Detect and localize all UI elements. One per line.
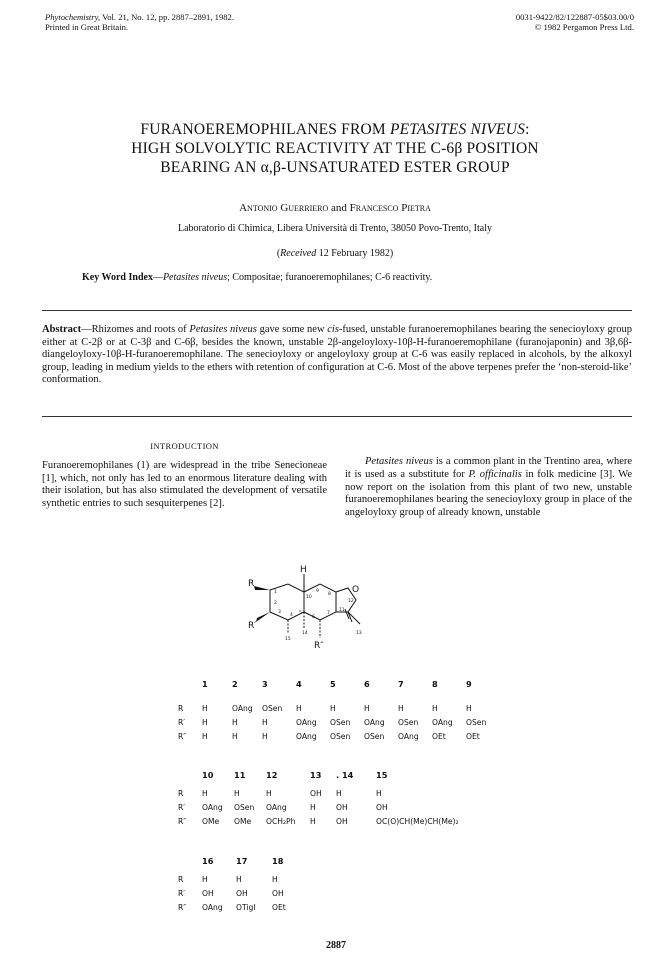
table-cell: OSen <box>398 717 419 727</box>
table-cell: OSen <box>466 717 487 727</box>
keywords-dash: — <box>152 272 163 283</box>
table-cell: OEt <box>466 731 480 741</box>
table-cell: H <box>236 874 242 884</box>
table-header-cell: 8 <box>432 679 438 689</box>
table-cell: H <box>262 717 268 727</box>
introduction-column <box>42 440 327 511</box>
table-header-cell: 5 <box>330 679 336 689</box>
title-line1a: FURANOEREMOPHILANES FROM <box>140 121 390 138</box>
table-header-cell: 1 <box>202 679 208 689</box>
right-text-2: in folk medicine [3]. We now report on the isolation from this plant of two new, unstable furanoeremophilanes bearing the senecioyloxy group in place of the angeloyloxy group of already known, unstable <box>345 468 632 519</box>
table-header-cell: 4 <box>296 679 302 689</box>
table-cell: OEt <box>432 731 446 741</box>
abstract-label: Abstract <box>42 324 82 335</box>
label-r: R <box>248 579 255 589</box>
journal-name: Phytochemistry, <box>45 12 101 22</box>
table-cell: OSen <box>364 731 385 741</box>
journal-header <box>45 12 234 32</box>
table-header-row <box>178 768 486 782</box>
table-row <box>178 900 306 914</box>
row-label: R <box>178 874 184 884</box>
abstract-species: Petasites niveus <box>189 324 257 335</box>
key-word-index <box>82 272 602 283</box>
atom-1: 1 <box>274 590 277 595</box>
table-cell: OMe <box>202 816 220 826</box>
table-cell: OC(O)CH(Me)CH(Me)₂ <box>376 816 459 826</box>
table-header-cell: 3 <box>262 679 268 689</box>
structure-labels <box>248 565 362 651</box>
atom-12: 12 <box>348 599 354 604</box>
received-label: Received <box>280 248 317 259</box>
table-header-cell: 15 <box>376 770 388 780</box>
title-line1c: : <box>525 121 530 138</box>
table-cell: OH <box>336 802 348 812</box>
right-column-text <box>345 456 632 520</box>
table-row <box>178 715 500 729</box>
introduction-heading: INTRODUCTION <box>150 441 219 451</box>
table-cell: H <box>202 717 208 727</box>
table-cell: OAng <box>432 717 453 727</box>
row-label: R′ <box>178 717 186 727</box>
table-cell: H <box>262 731 268 741</box>
atom-8: 8 <box>328 592 331 597</box>
table-cell: H <box>234 788 240 798</box>
row-label: R″ <box>178 731 187 741</box>
row-label: R′ <box>178 802 186 812</box>
table-cell: OSen <box>330 731 351 741</box>
right-species-2: P. officinalis <box>468 468 522 480</box>
table-cell: OMe <box>234 816 252 826</box>
table-row <box>178 886 306 900</box>
table-cell: OH <box>376 802 388 812</box>
table-header-cell: 17 <box>236 856 248 866</box>
table-cell: H <box>432 703 438 713</box>
label-o: O <box>352 585 360 595</box>
atom-2: 2 <box>274 601 277 606</box>
page-number: 2887 <box>326 940 346 951</box>
wedge-r-prime <box>256 612 270 622</box>
table-row <box>178 786 486 800</box>
table-header-cell: 10 <box>202 770 214 780</box>
atom-11: 11 <box>339 608 345 613</box>
copyright: © 1982 Pergamon Press Ltd. <box>534 22 634 32</box>
table-cell: H <box>232 731 238 741</box>
abstract-cis: cis <box>327 324 339 335</box>
authors-and: and <box>328 202 350 214</box>
table-cell: H <box>336 788 342 798</box>
rule-bottom <box>42 416 632 417</box>
title-line2: HIGH SOLVOLYTIC REACTIVITY AT THE C-6β POSITION <box>131 140 539 157</box>
table-cell: OH <box>272 888 284 898</box>
table-cell: H <box>202 874 208 884</box>
wedge-r <box>254 586 270 590</box>
atom-6: 6 <box>312 615 315 620</box>
table-cell: H <box>202 788 208 798</box>
compound-table-1 <box>178 677 500 743</box>
abstract-text-2: gave some new <box>256 324 328 335</box>
table-header-cell: 13 <box>310 770 322 780</box>
compound-table-2 <box>178 768 486 828</box>
row-label: R″ <box>178 902 187 912</box>
keywords-rest: ; Compositae; furanoeremophilanes; C-6 reactivity. <box>227 272 433 283</box>
table-cell: H <box>266 788 272 798</box>
table-cell: H <box>202 731 208 741</box>
table-cell: OH <box>310 788 322 798</box>
table-header-cell: 9 <box>466 679 472 689</box>
abstract-text-3: -fused, unstable furanoeremophilanes bearing the senecioyloxy group either at C-2β or at C-3β and C-6β, besides the known, unstable 2β-angeloyloxy-10β-H-furanoeremophilane (furanojaponin) and 3β,6β-diangeloyloxy-10β-H-furanoeremophilane. The senecioyloxy or angeloyloxy group at C-6 was easily replaced in alcohols, by the alkoxyl group, leading in medium yields to the ethers with retention of configuration at C-6. Most of the above terpenes prefer the ‘non-steroid-like’ conformation. <box>42 324 633 386</box>
table-row <box>178 814 486 828</box>
table-cell: OSen <box>234 802 255 812</box>
label-r-double-prime: R″ <box>314 641 324 651</box>
table-header-cell: 11 <box>234 770 246 780</box>
table-cell: H <box>364 703 370 713</box>
right-species: Petasites niveus <box>365 456 433 467</box>
received-value: 12 February 1982) <box>316 248 394 259</box>
introduction-text: Furanoeremophilanes (1) are widespread in the tribe Senecioneae [1], which, not only has led to an enormous literature dealing with their isolation, but has also stimulated the development of versatile synthetic entries to such sesquiterpenes [2]. <box>42 459 327 510</box>
author-1: Antonio Guerriero <box>239 202 329 214</box>
journal-citation: Vol. 21, No. 12, pp. 2887–2891, 1982. <box>100 12 234 22</box>
table-header-cell: 2 <box>232 679 238 689</box>
label-r-prime: R′ <box>248 621 257 631</box>
table-cell: H <box>232 717 238 727</box>
furanoeremophilane-structure <box>248 562 378 682</box>
table-cell: H <box>398 703 404 713</box>
right-text-1: is a common plant in the Trentino area, where it is used as a substitute for <box>345 456 633 480</box>
table-cell: OAng <box>364 717 385 727</box>
table-cell: OAng <box>296 731 317 741</box>
table-header-cell: 6 <box>364 679 370 689</box>
abstract <box>42 324 632 387</box>
abstract-text-1: Rhizomes and roots of <box>91 324 190 335</box>
table-cell: OAng <box>202 802 223 812</box>
atom-4: 4 <box>290 613 293 618</box>
table-cell: OAng <box>296 717 317 727</box>
table-header-row <box>178 677 500 691</box>
table-header-cell: 7 <box>398 679 404 689</box>
table-header-row <box>178 854 306 868</box>
atom-3: 3 <box>278 610 281 615</box>
table-header-cell: 16 <box>202 856 214 866</box>
table-cell: H <box>202 703 208 713</box>
row-label: R′ <box>178 888 186 898</box>
table-cell: OSen <box>262 703 283 713</box>
table-header-cell: . 14 <box>336 770 354 780</box>
table-cell: OAng <box>266 802 287 812</box>
table-cell: OAng <box>232 703 253 713</box>
received-open: ( <box>276 248 281 259</box>
table-cell: H <box>310 802 316 812</box>
atom-13: 13 <box>356 631 362 636</box>
row-label: R <box>178 788 184 798</box>
atom-14: 14 <box>302 631 308 636</box>
table-cell: OAng <box>398 731 419 741</box>
table-cell: H <box>310 816 316 826</box>
table-cell: OEt <box>272 902 286 912</box>
keywords-species: Petasites niveus <box>162 272 228 283</box>
atom-15: 15 <box>285 637 291 642</box>
abstract-dash: — <box>81 324 92 335</box>
title-line3: BEARING AN α,β-UNSATURATED ESTER GROUP <box>160 159 510 176</box>
table-row <box>178 701 500 715</box>
row-label: R <box>178 703 184 713</box>
table-row <box>178 800 486 814</box>
paper-title <box>40 120 630 177</box>
right-column <box>345 456 632 520</box>
table-row <box>178 729 500 743</box>
table-cell: H <box>296 703 302 713</box>
table-cell: H <box>376 788 382 798</box>
table-cell: H <box>330 703 336 713</box>
table-cell: OTigl <box>236 902 256 912</box>
table-cell: H <box>272 874 278 884</box>
compound-table-3 <box>178 854 306 914</box>
atom-9: 9 <box>316 589 319 594</box>
atom-7: 7 <box>327 611 330 616</box>
publisher-header <box>516 12 634 32</box>
table-cell: OSen <box>330 717 351 727</box>
table-cell: H <box>466 703 472 713</box>
label-h: H <box>300 565 307 575</box>
table-cell: OAng <box>202 902 223 912</box>
printed-in: Printed in Great Britain. <box>45 22 129 32</box>
row-label: R″ <box>178 816 187 826</box>
table-header-cell: 18 <box>272 856 284 866</box>
author-2: Francesco Pietra <box>349 202 431 214</box>
table-cell: OH <box>336 816 348 826</box>
structure-bonds <box>270 574 360 638</box>
keywords-label: Key Word Index <box>82 272 153 283</box>
authors <box>40 202 630 214</box>
received-date <box>40 248 630 259</box>
article-code: 0031-9422/82/122887-05$03.00/0 <box>515 12 634 22</box>
atom-10: 10 <box>306 595 312 600</box>
affiliation: Laboratorio di Chimica, Libera Università di Trento, 38050 Povo-Trento, Italy <box>177 223 493 234</box>
table-cell: OCH₂Ph <box>266 816 296 826</box>
table-cell: OH <box>202 888 214 898</box>
table-row <box>178 872 306 886</box>
atom-5: 5 <box>299 611 302 616</box>
table-header-cell: 12 <box>266 770 278 780</box>
title-species: PETASITES NIVEUS <box>389 121 526 138</box>
table-cell: OH <box>236 888 248 898</box>
rule-top <box>42 310 632 311</box>
